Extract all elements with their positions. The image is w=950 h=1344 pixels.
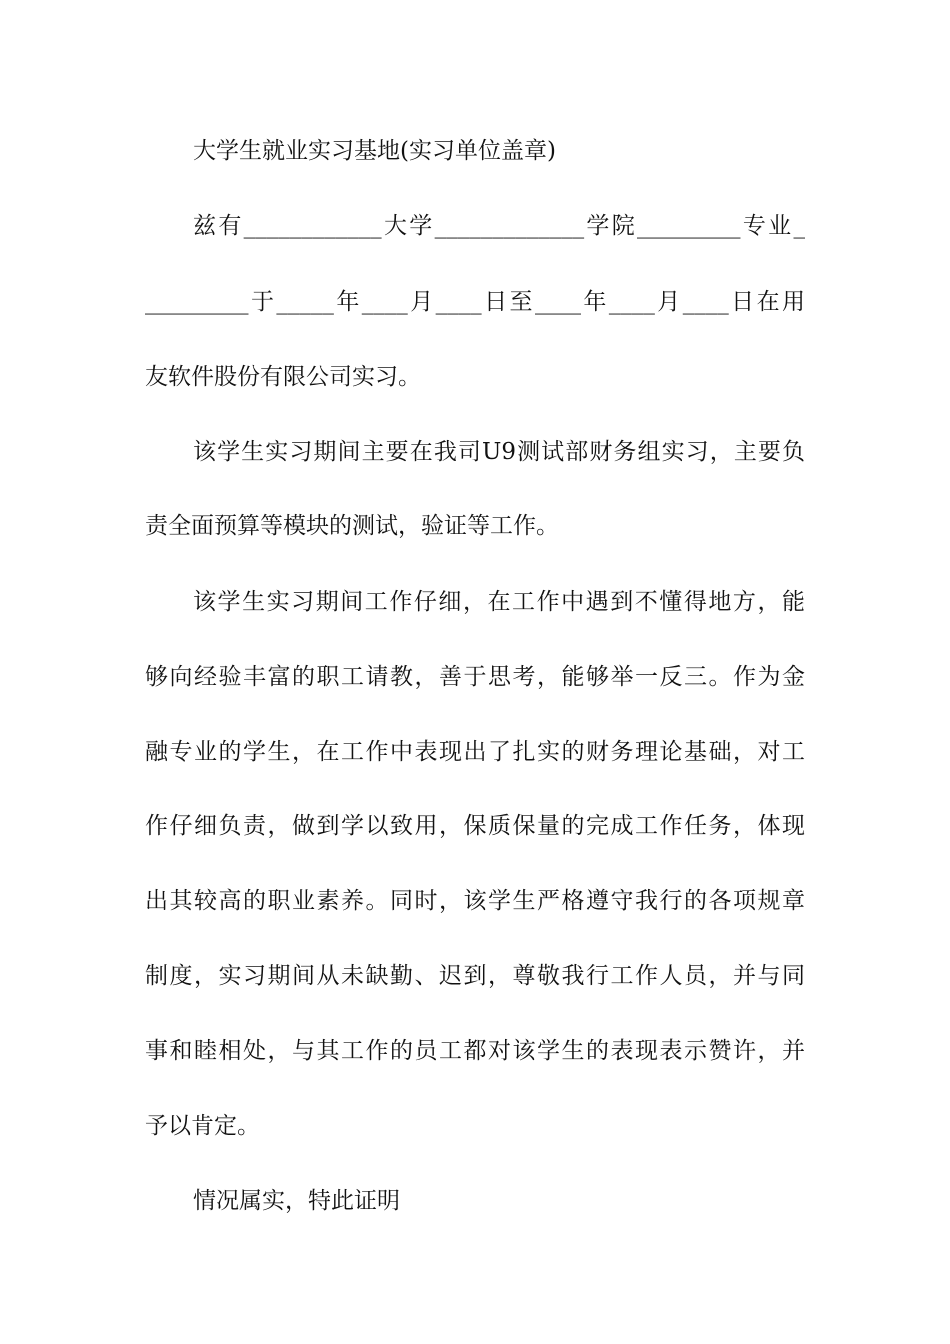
para2-line-7: 事和睦相处，与其工作的员工都对该学生的表现表示赞许，并 <box>145 1038 805 1064</box>
para2-line-2: 够向经验丰富的职工请教，善于思考，能够举一反三。作为金 <box>145 664 805 690</box>
para2-line-3: 融专业的学生，在工作中表现出了扎实的财务理论基础，对工 <box>145 739 805 765</box>
intro-line-2: _________于_____年____月____日至____年____月____日在用 <box>145 289 805 315</box>
para2-line-4: 作仔细负责，做到学以致用，保质保量的完成工作任务，体现 <box>145 813 805 839</box>
document-heading: 大学生就业实习基地(实习单位盖章) <box>193 138 556 164</box>
para2-line-5: 出其较高的职业素养。同时，该学生严格遵守我行的各项规章 <box>145 888 805 914</box>
intro-line-3: 友软件股份有限公司实习。 <box>145 364 421 390</box>
para2-line-8: 予以肯定。 <box>145 1113 260 1139</box>
intro-line-1: 兹有____________大学_____________学院_________专业_ <box>193 213 805 239</box>
para2-line-6: 制度，实习期间从未缺勤、迟到，尊敬我行工作人员，并与同 <box>145 963 805 989</box>
para1-line-1: 该学生实习期间主要在我司U9测试部财务组实习，主要负 <box>193 439 805 465</box>
para1-line-2: 责全面预算等模块的测试，验证等工作。 <box>145 513 559 539</box>
closing-statement: 情况属实，特此证明 <box>193 1188 400 1214</box>
para2-line-1: 该学生实习期间工作仔细，在工作中遇到不懂得地方，能 <box>193 589 805 615</box>
